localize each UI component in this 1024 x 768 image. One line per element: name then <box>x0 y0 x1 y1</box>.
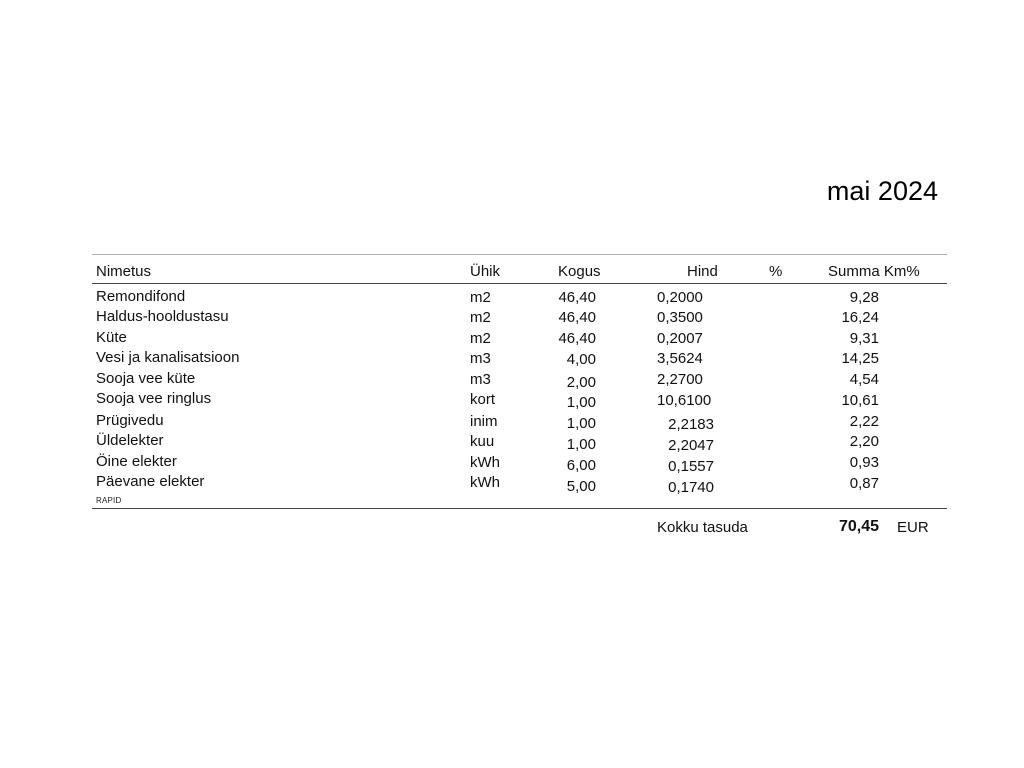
table-row <box>0 328 1024 348</box>
row-sum: 4,54 <box>849 371 879 388</box>
row-price: 2,2700 <box>657 371 703 388</box>
row-quantity: 6,00 <box>566 457 596 474</box>
row-unit: inim <box>470 413 498 430</box>
row-price: 0,1557 <box>668 458 714 475</box>
table-row <box>0 472 1024 496</box>
row-quantity: 4,00 <box>566 351 596 368</box>
row-price: 0,2000 <box>657 289 703 306</box>
table-header <box>0 262 1024 282</box>
row-quantity: 46,40 <box>558 289 596 306</box>
row-sum: 14,25 <box>841 350 879 367</box>
row-price: 0,2007 <box>657 330 703 347</box>
row-price: 3,5624 <box>657 350 703 367</box>
row-sum: 16,24 <box>841 309 879 326</box>
row-name: Küte <box>96 329 127 346</box>
table-row <box>0 307 1024 327</box>
row-unit: m2 <box>470 309 491 326</box>
row-sum: 0,87 <box>849 475 879 492</box>
total-currency: EUR <box>897 519 929 536</box>
header-divider <box>92 283 947 284</box>
footnote: RAPID <box>96 496 122 505</box>
row-quantity: 1,00 <box>566 415 596 432</box>
row-unit: m2 <box>470 289 491 306</box>
row-price: 2,2047 <box>668 437 714 454</box>
row-name: Remondifond <box>96 288 186 305</box>
header-unit: Ühik <box>470 263 501 280</box>
row-quantity: 2,00 <box>566 374 596 391</box>
row-unit: m3 <box>470 371 491 388</box>
row-unit: m2 <box>470 330 491 347</box>
row-name: Öine elekter <box>96 453 177 470</box>
header-percent: % <box>769 263 783 280</box>
row-sum: 2,20 <box>849 433 879 450</box>
row-sum: 0,93 <box>849 454 879 471</box>
row-price: 0,3500 <box>657 309 703 326</box>
table-top-divider <box>92 254 947 255</box>
header-name: Nimetus <box>96 263 152 280</box>
table-row <box>0 287 1024 307</box>
row-unit: m3 <box>470 350 491 367</box>
row-name: Sooja vee ringlus <box>96 390 212 407</box>
total-label: Kokku tasuda <box>657 519 748 536</box>
row-price: 0,1740 <box>668 479 714 496</box>
table-row <box>0 431 1024 454</box>
row-unit: kWh <box>470 454 500 471</box>
header-quantity: Kogus <box>558 263 601 280</box>
table-row <box>0 452 1024 475</box>
row-price: 2,2183 <box>668 416 714 433</box>
row-unit: kuu <box>470 433 495 450</box>
row-unit: kort <box>470 391 496 408</box>
row-sum: 2,22 <box>849 413 879 430</box>
table-row <box>0 348 1024 368</box>
row-quantity: 5,00 <box>566 478 596 495</box>
row-name: Haldus-hooldustasu <box>96 308 229 325</box>
table-row <box>0 369 1024 389</box>
row-quantity: 1,00 <box>566 394 596 411</box>
row-name: Päevane elekter <box>96 473 205 490</box>
row-price: 10,6100 <box>657 392 712 409</box>
row-sum: 9,28 <box>849 289 879 306</box>
table-bottom-divider <box>92 508 947 509</box>
table-row <box>0 389 1024 409</box>
row-sum: 9,31 <box>849 330 879 347</box>
header-price: Hind <box>687 263 718 280</box>
table-row <box>0 411 1024 431</box>
row-unit: kWh <box>470 474 500 491</box>
total-value: 70,45 <box>838 518 879 535</box>
row-name: Sooja vee küte <box>96 370 196 387</box>
row-name: Üldelekter <box>96 432 164 449</box>
row-name: Vesi ja kanalisatsioon <box>96 349 240 366</box>
header-sum: Summa Km% <box>828 263 920 280</box>
page-title: mai 2024 <box>826 176 938 206</box>
row-quantity: 1,00 <box>566 436 596 453</box>
row-sum: 10,61 <box>841 392 879 409</box>
row-quantity: 46,40 <box>558 309 596 326</box>
row-name: Prügivedu <box>96 412 164 429</box>
row-quantity: 46,40 <box>558 330 596 347</box>
